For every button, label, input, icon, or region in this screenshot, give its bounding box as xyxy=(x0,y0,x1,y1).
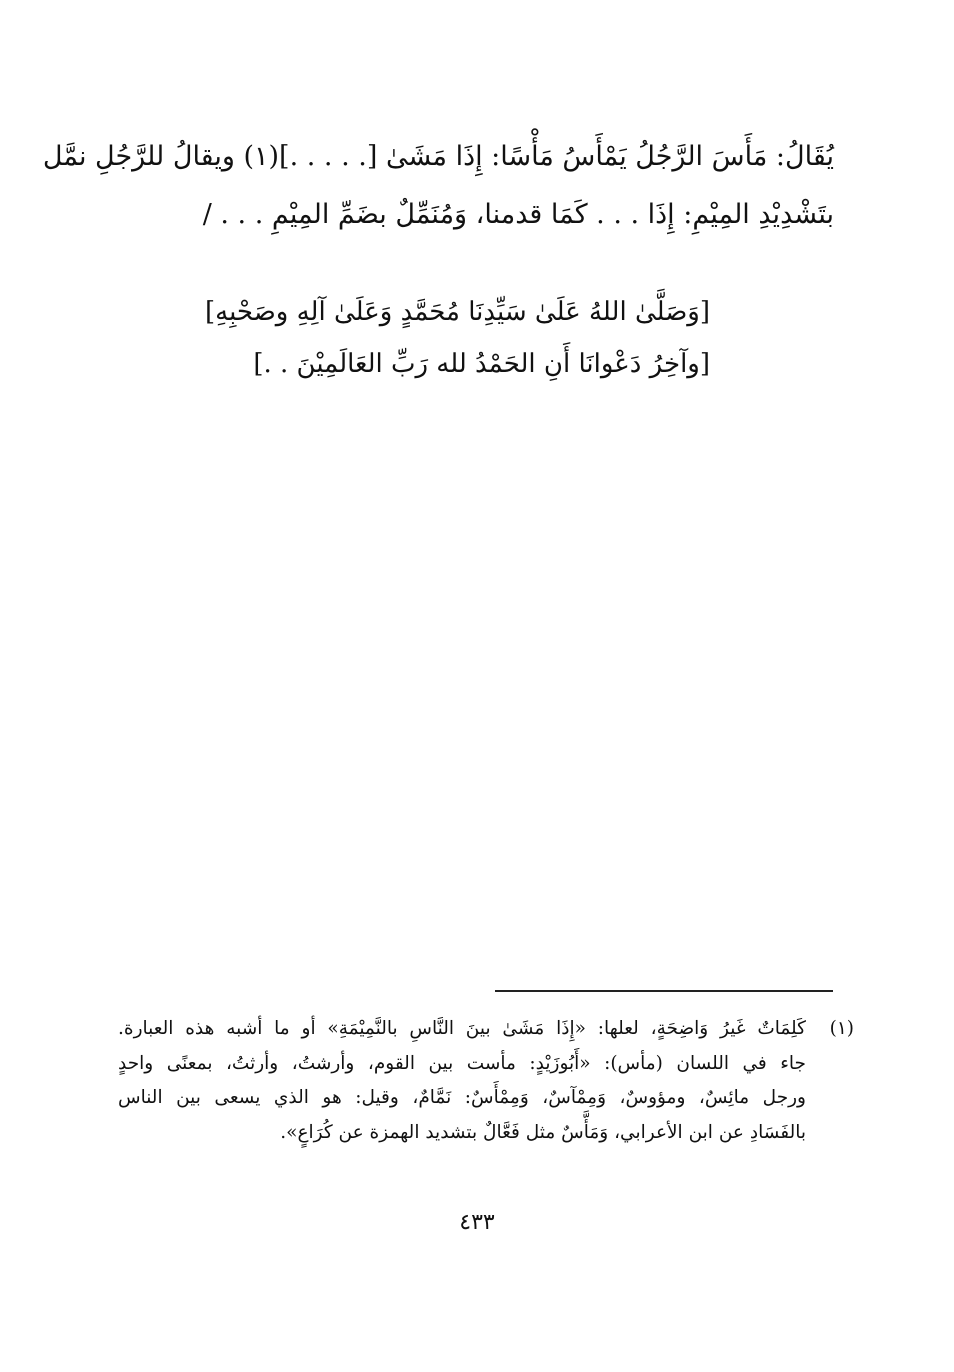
closing-prayer-line: [وَصَلَّىٰ اللهُ عَلَىٰ سَيِّدِنَا مُحَمَّدٍ وَعَلَىٰ آلِهِ وصَحْبِهِ] xyxy=(205,297,710,327)
closing-prayer-line: [وآخِرُ دَعْوانَا أَنِ الحَمْدُ لله رَبِّ العَالَمِيْنَ . .] xyxy=(253,349,710,379)
page-number: ٤٣٣ xyxy=(459,1210,495,1235)
main-text-line: بتَشْدِيْدِ المِيْمِ: إِذَا . . . كَمَا قدمنا، وَمُنَمِّلٌ بضَمِّ المِيْمِ . . . / xyxy=(202,199,834,230)
footnote-marker: (١) xyxy=(829,1018,854,1039)
closing-prayer xyxy=(150,286,710,390)
footnote-body xyxy=(118,1012,806,1150)
footnote-line: جاء في اللسان (مأس): «أَبُوزَيْدٍ: مأست بين القوم، وأرشتُ، وأرثتُ، بمعنًى واحدٍ xyxy=(118,1052,806,1074)
footnote-line: ورجل مائِسٌ، ومؤوسٌ، وَمِمْآسٌ، وَمِمْأَسٌ: نَمَّامٌ، وقيل: هو الذي يسعى بين الناس xyxy=(118,1087,806,1108)
main-text-block xyxy=(42,128,834,244)
main-text-line: يُقَالُ: مَأَسَ الرَّجُلُ يَمْأَسُ مَأْسًا: إِذَا مَشَىٰ [. . . . .](١) ويقالُ للرَّجُلِ نمَّل xyxy=(42,141,834,172)
footnote-line: كَلِمَاتٌ غَيرُ وَاضِحَةٍ، لعلها: «إِذَا مَشَىٰ بينَ النَّاسِ بالنَّمِيْمَةِ» أو ما أشبه هذه العبارة. xyxy=(118,1018,806,1039)
footnote-line: بالفَسَادِ عن ابن الأعرابي، وَمَأَّسٌ مثل فَعَّالٌ بتشديد الهمزة عن كُرَاعٍ». xyxy=(280,1121,806,1143)
footnote-separator xyxy=(495,990,833,992)
